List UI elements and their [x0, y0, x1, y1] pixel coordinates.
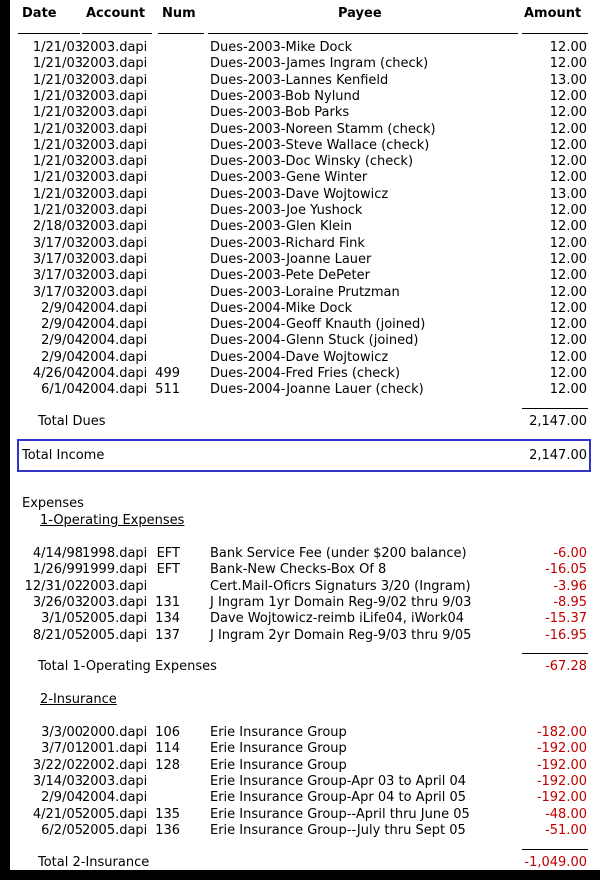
insurance-total-rule — [522, 849, 588, 850]
cell-account: 2003.dapi — [82, 235, 148, 251]
cell-amount: 12.00 — [549, 88, 587, 104]
cell-date: 2/9/04 — [41, 300, 83, 316]
cell-account: 2003.dapi — [82, 773, 148, 789]
cell-payee: Dues-2004-Dave Wojtowicz — [210, 349, 389, 365]
header-rule-payee — [208, 33, 518, 34]
cell-amount: -16.95 — [545, 627, 587, 643]
total-income-amount: 2,147.00 — [529, 448, 587, 463]
table-row — [10, 333, 600, 349]
cell-num: 114 — [155, 741, 180, 757]
cell-date: 2/9/04 — [41, 317, 83, 333]
cell-payee: Dues-2003-Gene Winter — [210, 170, 368, 186]
table-row — [10, 611, 600, 627]
cell-date: 1/26/99 — [32, 562, 83, 578]
cell-account: 2003.dapi — [82, 72, 148, 88]
table-row — [10, 758, 600, 774]
cell-account: 2003.dapi — [82, 105, 148, 121]
expenses-label: Expenses — [22, 496, 84, 511]
total-dues-label: Total Dues — [38, 414, 106, 429]
table-row — [10, 203, 600, 219]
header-num: Num — [162, 6, 196, 21]
cell-date: 12/31/02 — [24, 578, 83, 594]
table-row — [10, 579, 600, 595]
cell-payee: Dues-2003-Doc Winsky (check) — [210, 154, 414, 170]
cell-payee: Dues-2003-Lannes Kenfield — [210, 72, 389, 88]
cell-date: 3/17/03 — [32, 284, 83, 300]
cell-account: 2003.dapi — [82, 578, 148, 594]
cell-account: 2003.dapi — [82, 251, 148, 267]
table-row — [10, 790, 600, 806]
cell-amount: 12.00 — [549, 203, 587, 218]
cell-payee: Dues-2003-Joanne Lauer — [210, 251, 372, 267]
cell-date: 1/21/03 — [32, 170, 83, 186]
cell-date: 8/21/05 — [32, 627, 83, 643]
cell-amount: 13.00 — [549, 186, 587, 202]
cell-account: 2003.dapi — [82, 268, 148, 284]
cell-amount: 12.00 — [549, 40, 587, 55]
cell-date: 4/14/98 — [32, 546, 83, 561]
cell-amount: -192.00 — [536, 757, 587, 773]
operating-expenses-label: 1-Operating Expenses — [40, 513, 185, 528]
table-row — [10, 382, 600, 398]
cell-num: 131 — [155, 594, 180, 610]
cell-date: 4/26/04 — [32, 366, 83, 381]
cell-payee: Dave Wojtowicz-reimb iLife04, iWork04 — [210, 611, 465, 627]
cell-account: 2003.dapi — [82, 186, 148, 202]
table-row — [10, 350, 600, 366]
table-row — [10, 741, 600, 757]
cell-amount: 12.00 — [549, 251, 587, 267]
table-row — [10, 301, 600, 317]
cell-amount: 12.00 — [549, 105, 587, 121]
table-row — [10, 823, 600, 839]
cell-date: 1/21/03 — [32, 137, 83, 153]
cell-account: 2003.dapi — [82, 284, 148, 300]
table-row — [10, 138, 600, 154]
table-row — [10, 807, 600, 823]
table-row — [10, 170, 600, 186]
cell-date: 3/1/05 — [41, 611, 83, 627]
cell-amount: 12.00 — [549, 333, 587, 349]
cell-payee: Dues-2003-Loraine Prutzman — [210, 284, 400, 300]
cell-payee: J Ingram 2yr Domain Reg-9/03 thru 9/05 — [210, 627, 472, 643]
cell-date: 3/17/03 — [32, 235, 83, 251]
cell-account: 2003.dapi — [82, 170, 148, 186]
cell-num: 106 — [155, 725, 180, 740]
cell-date: 1/21/03 — [32, 105, 83, 121]
cell-account: 2005.dapi — [82, 822, 148, 838]
cell-account: 2002.dapi — [82, 757, 148, 773]
operating-total-label: Total 1-Operating Expenses — [38, 659, 217, 674]
cell-amount: 12.00 — [549, 317, 587, 333]
table-row — [10, 285, 600, 301]
cell-amount: -51.00 — [545, 822, 587, 838]
dues-total-rule — [522, 408, 588, 409]
cell-payee: Erie Insurance Group — [210, 725, 347, 740]
cell-amount: 12.00 — [549, 268, 587, 284]
cell-account: 2003.dapi — [82, 40, 148, 55]
cell-date: 3/7/01 — [41, 741, 83, 757]
table-row — [10, 317, 600, 333]
table-row — [10, 725, 600, 741]
cell-account: 2004.dapi — [82, 366, 148, 381]
register-report — [10, 0, 600, 870]
table-row — [10, 595, 600, 611]
cell-date: 1/21/03 — [32, 121, 83, 137]
table-row — [10, 56, 600, 72]
insurance-total-label: Total 2-Insurance — [38, 855, 150, 870]
table-row — [10, 236, 600, 252]
table-row — [10, 40, 600, 56]
cell-payee: Erie Insurance Group--July thru Sept 05 — [210, 822, 466, 838]
cell-date: 6/1/04 — [41, 382, 83, 398]
cell-account: 2004.dapi — [82, 317, 148, 333]
cell-account: 2005.dapi — [82, 611, 148, 627]
header-date: Date — [22, 6, 57, 21]
cell-num: 511 — [155, 382, 180, 398]
header-amount: Amount — [524, 6, 582, 21]
cell-amount: 12.00 — [549, 366, 587, 381]
cell-date: 3/26/03 — [32, 594, 83, 610]
cell-date: 2/18/03 — [32, 219, 83, 235]
insurance-label: 2-Insurance — [40, 692, 117, 707]
cell-payee: Dues-2003-James Ingram (check) — [210, 56, 429, 72]
cell-num: EFT — [156, 562, 180, 578]
cell-payee: Erie Insurance Group-Apr 04 to April 05 — [210, 790, 467, 806]
cell-date: 2/9/04 — [41, 333, 83, 349]
cell-payee: J Ingram 1yr Domain Reg-9/02 thru 9/03 — [210, 594, 472, 610]
cell-payee: Dues-2003-Pete DePeter — [210, 268, 370, 284]
table-row — [10, 628, 600, 644]
cell-date: 1/21/03 — [32, 56, 83, 72]
cell-amount: 12.00 — [549, 154, 587, 170]
total-income-label: Total Income — [22, 448, 105, 463]
cell-payee: Dues-2003-Richard Fink — [210, 235, 365, 251]
cell-num: 128 — [155, 757, 180, 773]
cell-payee: Dues-2004-Fred Fries (check) — [210, 366, 401, 381]
table-row — [10, 122, 600, 138]
cell-payee: Erie Insurance Group-Apr 03 to April 04 — [210, 773, 467, 789]
cell-date: 1/21/03 — [32, 40, 83, 55]
cell-payee: Bank-New Checks-Box Of 8 — [210, 562, 387, 578]
cell-account: 2005.dapi — [82, 627, 148, 643]
cell-num: 134 — [155, 611, 180, 627]
cell-amount: 12.00 — [549, 170, 587, 186]
table-row — [10, 562, 600, 578]
cell-payee: Dues-2004-Glenn Stuck (joined) — [210, 333, 419, 349]
cell-amount: -192.00 — [536, 790, 587, 806]
cell-account: 2003.dapi — [82, 594, 148, 610]
cell-account: 2001.dapi — [82, 741, 148, 757]
cell-date: 2/9/04 — [41, 349, 83, 365]
header-payee: Payee — [338, 6, 382, 21]
header-rule-date — [18, 33, 80, 34]
cell-amount: 12.00 — [549, 382, 587, 398]
cell-payee: Dues-2003-Dave Wojtowicz — [210, 186, 389, 202]
cell-amount: 12.00 — [549, 56, 587, 72]
cell-account: 2000.dapi — [82, 725, 148, 740]
cell-amount: -16.05 — [545, 562, 587, 578]
cell-num: 137 — [155, 627, 180, 643]
cell-account: 1998.dapi — [82, 546, 148, 561]
cell-account: 2004.dapi — [82, 349, 148, 365]
cell-amount: -48.00 — [545, 806, 587, 822]
cell-payee: Dues-2004-Mike Dock — [210, 300, 353, 316]
insurance-total-amount: -1,049.00 — [524, 855, 587, 870]
cell-amount: -192.00 — [536, 741, 587, 757]
table-row — [10, 154, 600, 170]
cell-amount: 12.00 — [549, 300, 587, 316]
cell-payee: Erie Insurance Group — [210, 741, 347, 757]
cell-num: 135 — [155, 806, 180, 822]
cell-num: 499 — [155, 366, 180, 381]
cell-payee: Dues-2003-Bob Parks — [210, 105, 350, 121]
cell-amount: 12.00 — [549, 349, 587, 365]
cell-amount: -3.96 — [553, 578, 587, 594]
cell-amount: -15.37 — [545, 611, 587, 627]
table-row — [10, 219, 600, 235]
bottom-frame — [0, 870, 600, 880]
cell-payee: Dues-2003-Mike Dock — [210, 40, 353, 55]
cell-date: 3/22/02 — [32, 757, 83, 773]
table-row — [10, 252, 600, 268]
cell-account: 1999.dapi — [82, 562, 148, 578]
cell-account: 2003.dapi — [82, 121, 148, 137]
cell-account: 2004.dapi — [82, 382, 148, 398]
cell-account: 2004.dapi — [82, 300, 148, 316]
cell-amount: 12.00 — [549, 137, 587, 153]
cell-date: 3/14/03 — [32, 773, 83, 789]
table-row — [10, 366, 600, 382]
table-row — [10, 105, 600, 121]
cell-payee: Dues-2003-Joe Yushock — [210, 203, 363, 218]
cell-date: 3/3/00 — [41, 725, 83, 740]
header-rule-account — [82, 33, 152, 34]
cell-account: 2003.dapi — [82, 154, 148, 170]
cell-amount: 12.00 — [549, 235, 587, 251]
cell-payee: Erie Insurance Group — [210, 757, 347, 773]
table-row — [10, 187, 600, 203]
cell-payee: Dues-2003-Glen Klein — [210, 219, 353, 235]
cell-num: EFT — [156, 546, 180, 561]
table-row — [10, 268, 600, 284]
cell-date: 2/9/04 — [41, 790, 83, 806]
operating-total-amount: -67.28 — [545, 659, 587, 674]
cell-date: 3/17/03 — [32, 268, 83, 284]
cell-date: 4/21/05 — [32, 806, 83, 822]
header-account: Account — [86, 6, 146, 21]
table-row — [10, 89, 600, 105]
total-income-box — [17, 439, 591, 472]
total-dues-amount: 2,147.00 — [529, 414, 587, 429]
cell-payee: Dues-2004-Geoff Knauth (joined) — [210, 317, 426, 333]
cell-date: 1/21/03 — [32, 88, 83, 104]
cell-payee: Bank Service Fee (under $200 balance) — [210, 546, 467, 561]
cell-amount: 12.00 — [549, 121, 587, 137]
cell-amount: 12.00 — [549, 219, 587, 235]
cell-payee: Dues-2003-Noreen Stamm (check) — [210, 121, 436, 137]
cell-account: 2004.dapi — [82, 790, 148, 806]
cell-date: 3/17/03 — [32, 251, 83, 267]
cell-account: 2003.dapi — [82, 56, 148, 72]
cell-payee: Dues-2003-Bob Nylund — [210, 88, 361, 104]
cell-num: 136 — [155, 822, 180, 838]
cell-account: 2003.dapi — [82, 203, 148, 218]
operating-total-rule — [522, 653, 588, 654]
table-row — [10, 774, 600, 790]
cell-amount: -8.95 — [553, 594, 587, 610]
cell-account: 2003.dapi — [82, 88, 148, 104]
cell-payee: Dues-2004-Joanne Lauer (check) — [210, 382, 424, 398]
cell-amount: 12.00 — [549, 284, 587, 300]
cell-account: 2005.dapi — [82, 806, 148, 822]
header-rule-amount — [522, 33, 588, 34]
cell-payee: Dues-2003-Steve Wallace (check) — [210, 137, 430, 153]
cell-account: 2003.dapi — [82, 137, 148, 153]
cell-payee: Cert.Mail-Oficrs Signaturs 3/20 (Ingram) — [210, 578, 471, 594]
cell-date: 6/2/05 — [41, 822, 83, 838]
table-row — [10, 73, 600, 89]
cell-date: 1/21/03 — [32, 72, 83, 88]
cell-amount: -192.00 — [536, 773, 587, 789]
cell-account: 2004.dapi — [82, 333, 148, 349]
cell-amount: -182.00 — [536, 725, 587, 740]
cell-date: 1/21/03 — [32, 186, 83, 202]
cell-amount: -6.00 — [553, 546, 587, 561]
cell-payee: Erie Insurance Group--April thru June 05 — [210, 806, 470, 822]
cell-account: 2003.dapi — [82, 219, 148, 235]
cell-amount: 13.00 — [549, 72, 587, 88]
cell-date: 1/21/03 — [32, 203, 83, 218]
cell-date: 1/21/03 — [32, 154, 83, 170]
table-row — [10, 546, 600, 562]
header-rule-num — [158, 33, 204, 34]
